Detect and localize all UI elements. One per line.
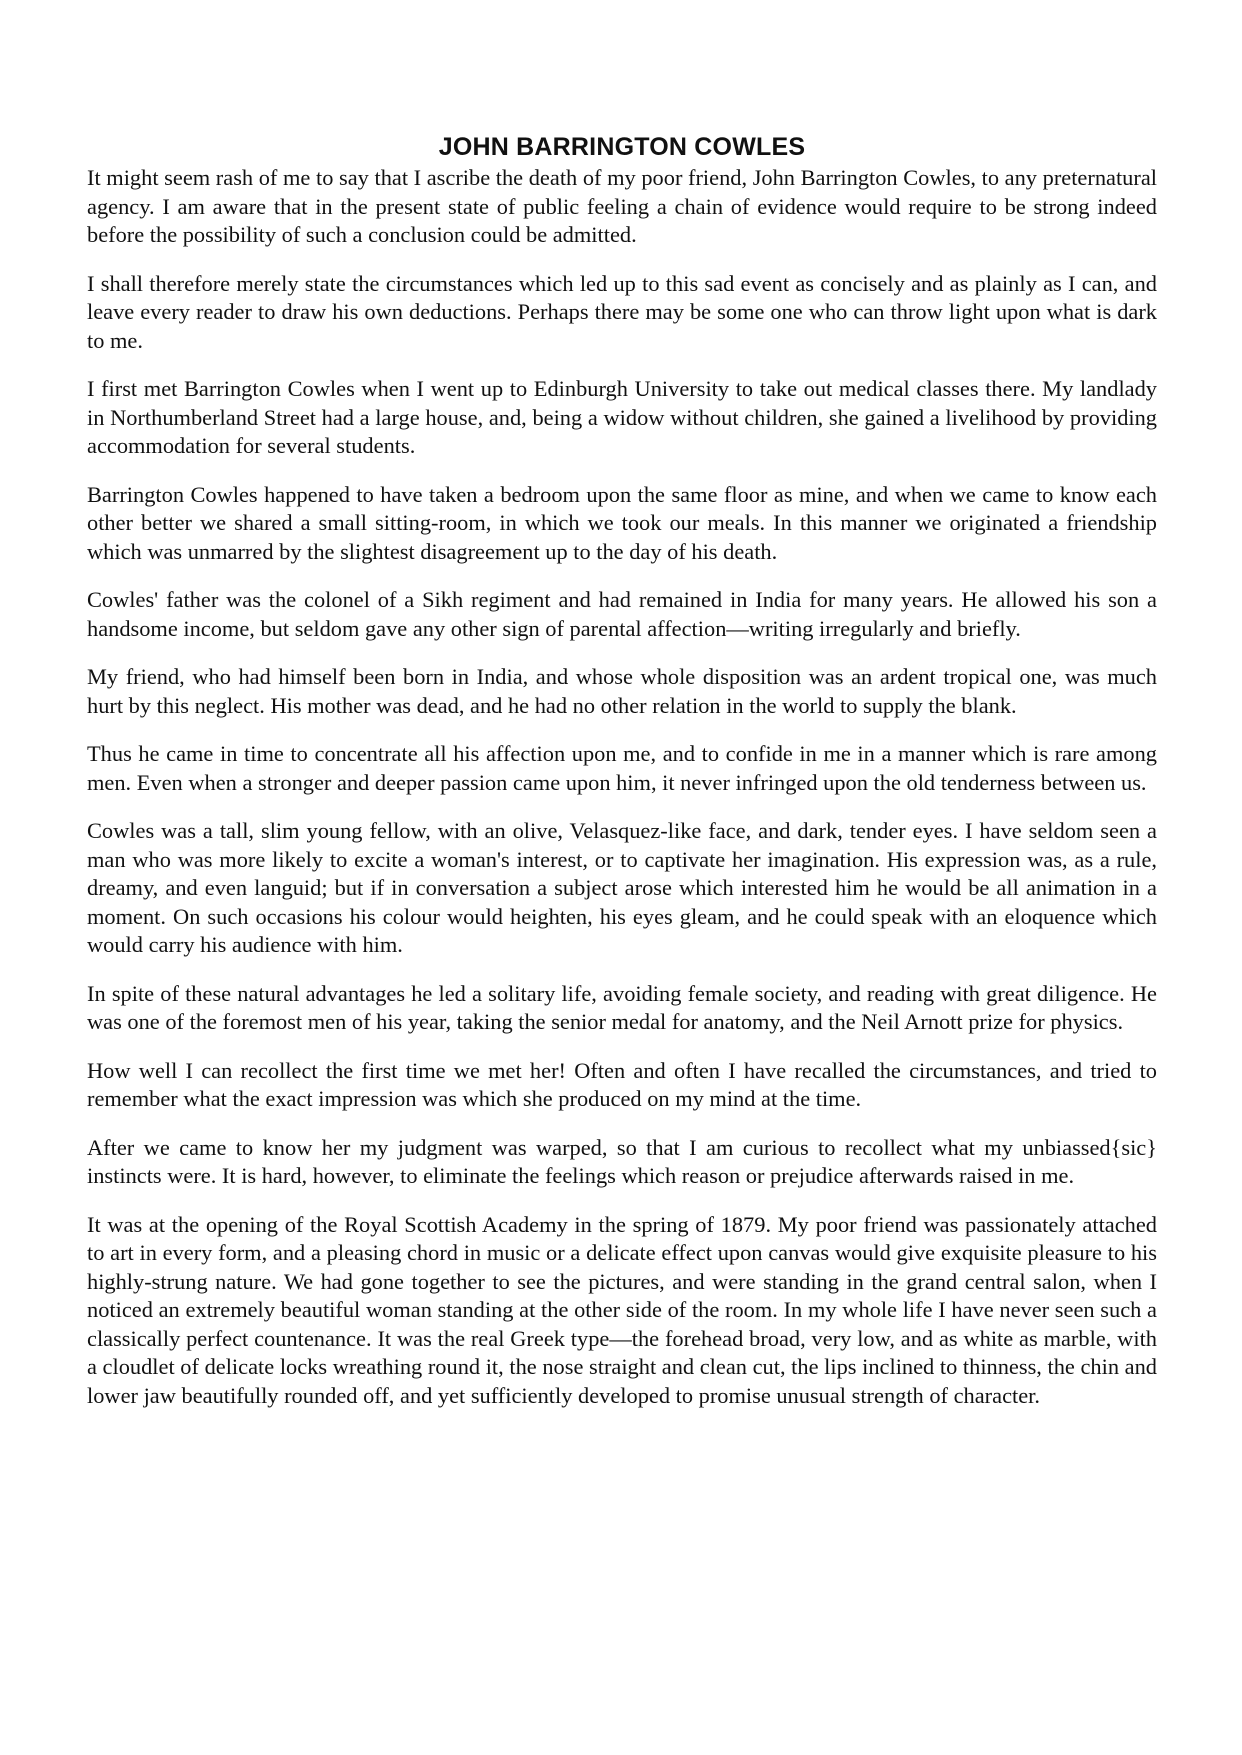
document-page [87,132,1157,1430]
paragraph: After we came to know her my judgment was warped, so that I am curious to recollect what my unbiassed{sic} instincts were. It is hard, however, to eliminate the feelings which reason or prejudice afterwards raised in me. [87,1134,1157,1188]
paragraph: I shall therefore merely state the circumstances which led up to this sad event as concisely and as plainly as I can, and leave every reader to draw his own deductions. Perhaps there may be some one who can throw light upon what is dark to me. [87,270,1157,353]
paragraph: How well I can recollect the first time we met her! Often and often I have recalled the circumstances, and tried to remember what the exact impression was which she produced on my mind at the time. [87,1057,1157,1111]
paragraph: In spite of these natural advantages he led a solitary life, avoiding female society, and reading with great diligence. He was one of the foremost men of his year, taking the senior medal for anatomy, and the Neil Arnott prize for physics. [87,980,1157,1034]
paragraph: Thus he came in time to concentrate all his affection upon me, and to confide in me in a manner which is rare among men. Even when a stronger and deeper passion came upon him, it never infringed upon the old tenderness between us. [87,741,1157,795]
paragraph: My friend, who had himself been born in India, and whose whole disposition was an ardent tropical one, was much hurt by this neglect. His mother was dead, and he had no other relation in the world to supply the blank. [87,664,1157,718]
paragraph: Barrington Cowles happened to have taken a bedroom upon the same floor as mine, and when we came to know each other better we shared a small sitting-room, in which we took our meals. In this manner we originated a friendship which was unmarred by the slightest disagreement up to the day of his death. [87,481,1157,564]
paragraph: It was at the opening of the Royal Scottish Academy in the spring of 1879. My poor friend was passionately attached to art in every form, and a pleasing chord in music or a delicate effect upon canvas would give exquisite pleasure to his highly-strung nature. We had gone together to see the pictures, and were standing in the grand central salon, when I noticed an extremely beautiful woman standing at the other side of the room. In my whole life I have never seen such a classically perfect countenance. It was the real Greek type—the forehead broad, very low, and as white as marble, with a cloudlet of delicate locks wreathing round it, the nose straight and clean cut, the lips inclined to thinness, the chin and lower jaw beautifully rounded off, and yet sufficiently developed to promise unusual strength of character. [87,1211,1157,1408]
paragraph: Cowles' father was the colonel of a Sikh regiment and had remained in India for many years. He allowed his son a handsome income, but seldom gave any other sign of parental affection—writing irregularly and briefly. [87,587,1157,641]
paragraph: It might seem rash of me to say that I ascribe the death of my poor friend, John Barrington Cowles, to any preternatural agency. I am aware that in the present state of public feeling a chain of evidence would require to be strong indeed before the possibility of such a conclusion could be admitted. [87,165,1157,247]
paragraph: I first met Barrington Cowles when I went up to Edinburgh University to take out medical classes there. My landlady in Northumberland Street had a large house, and, being a widow without children, she gained a livelihood by providing accommodation for several students. [87,376,1157,458]
paragraph: Cowles was a tall, slim young fellow, with an olive, Velasquez-like face, and dark, tender eyes. I have seldom seen a man who was more likely to excite a woman's interest, or to captivate her imagination. His expression was, as a rule, dreamy, and even languid; but if in conversation a subject arose which interested him he would be all animation in a moment. On such occasions his colour would heighten, his eyes gleam, and he could speak with an eloquence which would carry his audience with him. [87,818,1157,957]
document-title: JOHN BARRINGTON COWLES [438,133,806,161]
